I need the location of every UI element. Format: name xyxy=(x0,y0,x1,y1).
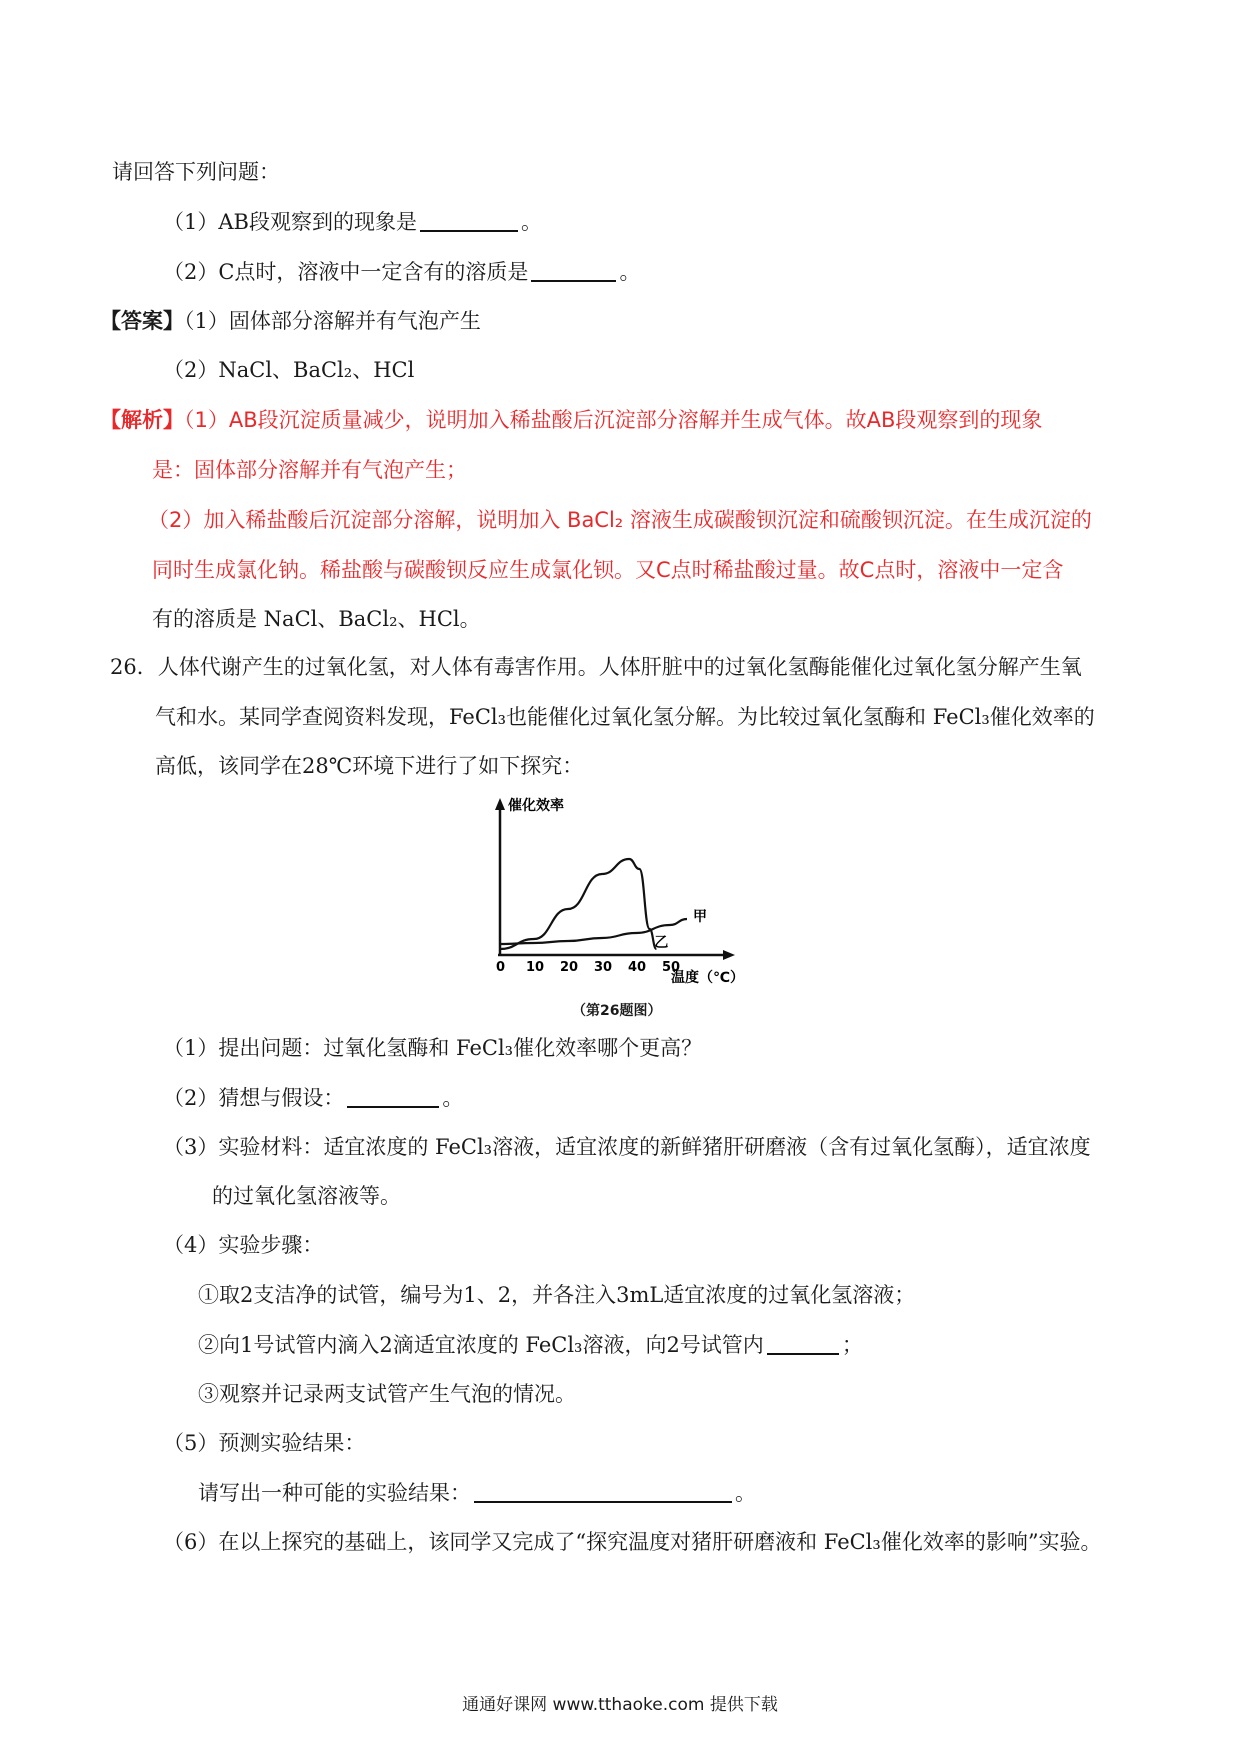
step-2 xyxy=(198,1330,863,1360)
analysis-text-4: 同时生成氯化钠。稀盐酸与碳酸钡反应生成氯化钡。又C点时稀盐酸过量。故C点时，溶液中一定含 xyxy=(152,558,1064,582)
item-5-prompt-text: 请写出一种可能的实验结果： xyxy=(198,1481,471,1505)
step-3-text: ③观察并记录两支试管产生气泡的情况。 xyxy=(198,1382,576,1406)
answer-2: （2）NaCl、BaCl₂、HCl xyxy=(163,358,415,382)
q26-text-1: 人体代谢产生的过氧化氢，对人体有毒害作用。人体肝脏中的过氧化氢酶能催化过氧化氢分解产生氧 xyxy=(157,655,1082,679)
analysis-line-2 xyxy=(152,455,467,485)
analysis-text-3: （2）加入稀盐酸后沉淀部分溶解，说明加入 BaCl₂ 溶液生成碳酸钡沉淀和硫酸钡沉淀。在生成沉淀的 xyxy=(148,508,1092,532)
answer-line-1 xyxy=(100,306,481,336)
item-2-suffix: 。 xyxy=(442,1086,464,1110)
item-4 xyxy=(163,1230,323,1260)
intro-text: 请回答下列问题： xyxy=(112,160,280,184)
step-1 xyxy=(198,1280,915,1310)
x-tick-label-20: 20 xyxy=(560,960,579,975)
analysis-tag: 【解析】 xyxy=(100,408,184,432)
chart-caption: （第26题图） xyxy=(572,1003,662,1019)
y-axis-label: 催化效率 xyxy=(508,798,564,814)
intro-line xyxy=(112,157,280,187)
x-axis-label: 温度（℃） xyxy=(671,970,744,986)
x-tick-label-0: 0 xyxy=(496,960,506,975)
question-1-text: （1）AB段观察到的现象是 xyxy=(163,210,417,234)
question-2-suffix: 。 xyxy=(619,260,641,284)
question-1 xyxy=(163,207,542,237)
x-tick-labels xyxy=(496,960,680,975)
step-1-text: ①取2支洁净的试管，编号为1、2，并各注入3mL适宜浓度的过氧化氢溶液； xyxy=(198,1283,916,1307)
q26-line-2 xyxy=(155,702,1095,732)
item-5-prompt-suffix: 。 xyxy=(735,1481,756,1505)
step-3 xyxy=(198,1379,576,1409)
series-yi-label: 乙 xyxy=(654,935,669,951)
answer-line-2 xyxy=(163,355,414,385)
question-2 xyxy=(163,257,640,287)
series-jia-label: 甲 xyxy=(693,909,707,925)
item-3-text-1: （3）实验材料：适宜浓度的 FeCl₃溶液，适宜浓度的新鲜猪肝研磨液（含有过氧化氢酶），适宜浓度 xyxy=(163,1135,1091,1159)
answer-blank-step-2[interactable] xyxy=(767,1331,839,1355)
item-3-text-2: 的过氧化氢溶液等。 xyxy=(212,1184,401,1208)
step-2-text: ②向1号试管内滴入2滴适宜浓度的 FeCl₃溶液，向2号试管内 xyxy=(198,1333,764,1357)
answer-blank-2[interactable] xyxy=(531,258,616,282)
analysis-text-2: 是：固体部分溶解并有气泡产生； xyxy=(152,458,467,482)
analysis-line-5 xyxy=(152,604,481,634)
x-tick-label-10: 10 xyxy=(526,960,545,975)
item-5 xyxy=(163,1428,365,1458)
x-tick-label-40: 40 xyxy=(628,960,647,975)
answer-blank-hypothesis[interactable] xyxy=(347,1084,439,1108)
item-3-line-1 xyxy=(163,1132,1091,1162)
analysis-line-1 xyxy=(100,405,1042,435)
question-2-text: （2）C点时，溶液中一定含有的溶质是 xyxy=(163,260,529,284)
item-4-text: （4）实验步骤： xyxy=(163,1233,324,1257)
item-2 xyxy=(163,1083,463,1113)
answer-1: （1）固体部分溶解并有气泡产生 xyxy=(184,309,481,333)
q26-line-1 xyxy=(110,652,1082,682)
analysis-line-4 xyxy=(152,555,1063,585)
answer-blank-1[interactable] xyxy=(420,208,518,232)
x-axis xyxy=(498,950,735,960)
question-1-suffix: 。 xyxy=(520,210,542,234)
q26-text-3: 高低，该同学在28℃环境下进行了如下探究： xyxy=(155,754,584,778)
y-axis xyxy=(495,798,505,955)
item-5-prompt xyxy=(198,1478,756,1508)
item-2-text: （2）猜想与假设： xyxy=(163,1086,345,1110)
analysis-text-1: （1）AB段沉淀质量减少，说明加入稀盐酸后沉淀部分溶解并生成气体。故AB段观察到的现象 xyxy=(184,408,1043,432)
q26-line-3 xyxy=(155,751,583,781)
catalysis-efficiency-chart xyxy=(490,795,760,995)
item-6-text: （6）在以上探究的基础上，该同学又完成了“探究温度对猪肝研磨液和 FeCl₃催化效率的影响”实验。 xyxy=(163,1530,1102,1554)
q26-text-2: 气和水。某同学查阅资料发现，FeCl₃也能催化过氧化氢分解。为比较过氧化氢酶和 FeCl₃催化效率的 xyxy=(155,705,1095,729)
answer-tag: 【答案】 xyxy=(100,308,184,333)
analysis-text-5: 有的溶质是 NaCl、BaCl₂、HCl。 xyxy=(152,607,481,631)
series-yi-line xyxy=(500,859,656,949)
step-2-suffix: ； xyxy=(841,1333,863,1357)
answer-blank-result[interactable] xyxy=(474,1479,732,1503)
x-tick-label-50: 50 xyxy=(662,960,681,975)
x-tick-label-30: 30 xyxy=(594,960,613,975)
page-footer: 通通好课网 www.tthaoke.com 提供下载 xyxy=(462,1695,778,1715)
item-1-text: （1）提出问题：过氧化氢酶和 FeCl₃催化效率哪个更高？ xyxy=(163,1036,703,1060)
analysis-line-3 xyxy=(148,505,1092,535)
q26-number: 26． xyxy=(110,655,158,679)
item-5-text: （5）预测实验结果： xyxy=(163,1431,366,1455)
item-3-line-2 xyxy=(212,1181,401,1211)
item-1 xyxy=(163,1033,702,1063)
item-6 xyxy=(163,1527,1102,1557)
